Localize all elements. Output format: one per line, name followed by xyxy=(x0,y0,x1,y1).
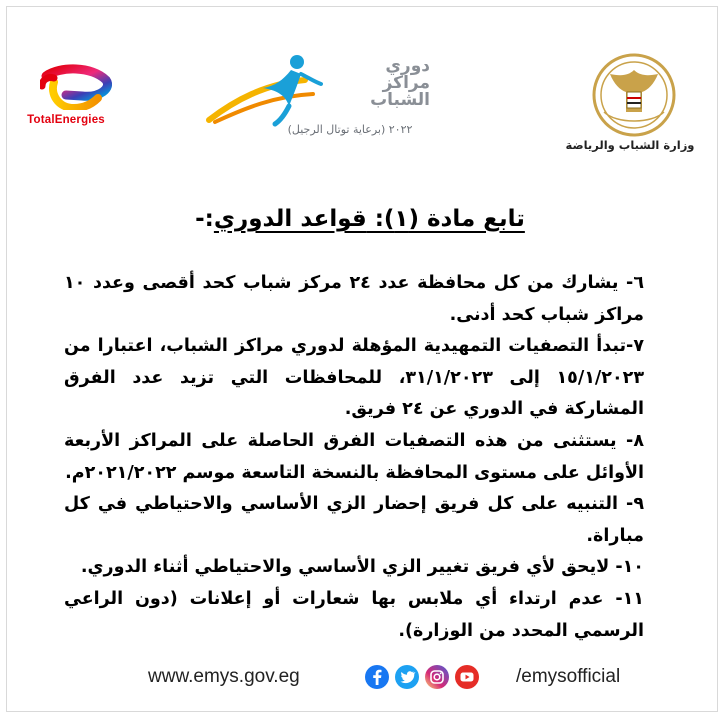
title-suffix: :- xyxy=(195,206,214,232)
social-handle[interactable]: /emysofficial xyxy=(516,666,621,687)
rule-item: ٧-تبدأ التصفيات التمهيدية المؤهلة لدوري مراكز الشباب، اعتبارا من ١٥/١/٢٠٢٣ إلى ٣١/١/٢٠٢٣، للمحافظات التي تزيد عدد الفرق المشاركة في الدوري عن ٢٤ فريق. xyxy=(64,336,645,420)
eagle-seal-icon xyxy=(580,52,688,138)
article-title: قواعد الدوري xyxy=(213,206,367,232)
page-title xyxy=(150,206,570,232)
rule-item: ٨- يستثنى من هذه التصفيات الفرق الحاصلة على المراكز الأربعة الأوائل على مستوى المحافظة بالنسخة التاسعة موسم ٢٠٢١/٢٠٢٢م. xyxy=(64,430,644,483)
rule-item: ١٠- لايحق لأي فريق تغيير الزي الأساسي والاحتياطي أثناء الدوري. xyxy=(80,557,644,578)
totalenergies-logo-icon xyxy=(40,64,112,110)
league-subtitle: ٢٠٢٢ (برعاية توتال الرجيل) xyxy=(287,123,413,136)
website-link[interactable]: www.emys.gov.eg xyxy=(148,666,300,687)
rule-item: ٩- التنبيه على كل فريق إحضار الزي الأساسي والاحتياطي في كل مباراة. xyxy=(64,494,644,546)
social-icons xyxy=(360,664,520,692)
twitter-icon[interactable] xyxy=(394,664,420,690)
ministry-logo xyxy=(560,52,710,172)
league-logo xyxy=(205,50,450,140)
league-title: دوري مراكز الشباب xyxy=(370,56,430,110)
rule-item: ١١- عدم ارتداء أي ملابس بها شعارات أو إعلانات (دون الراعي الرسمي المحدد من الوزارة). xyxy=(64,588,644,641)
rules-list xyxy=(64,268,644,647)
facebook-icon[interactable] xyxy=(364,664,390,690)
article-label: تابع مادة (١): xyxy=(366,206,525,232)
instagram-icon[interactable] xyxy=(424,664,450,690)
ministry-name: وزارة الشباب والرياضة xyxy=(565,138,695,152)
sponsor-name: TotalEnergies xyxy=(27,114,105,126)
rule-item: ٦- يشارك من كل محافظة عدد ٢٤ مركز شباب كحد أقصى وعدد ١٠ مراكز شباب كحد أدنى. xyxy=(64,273,644,325)
youtube-icon[interactable] xyxy=(454,664,480,690)
totalenergies-logo xyxy=(10,64,122,130)
